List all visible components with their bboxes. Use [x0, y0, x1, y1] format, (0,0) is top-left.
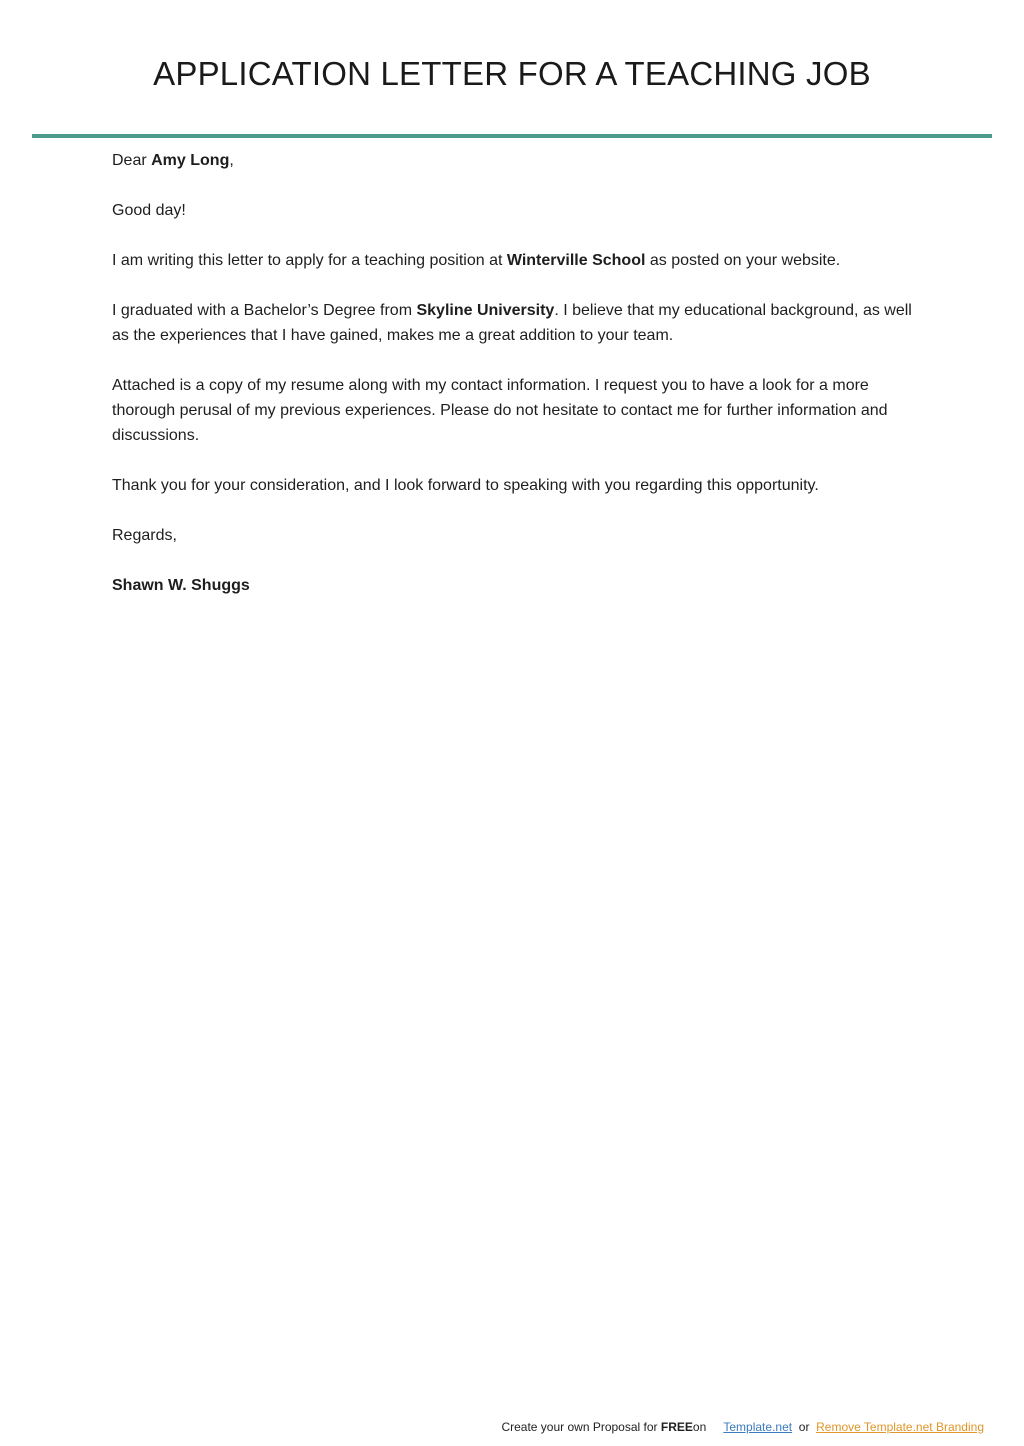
footer-on: on	[692, 1420, 707, 1434]
paragraph-education-text-end: . I believe that my educational background, as well as the experiences that I have gained, makes me a great addition to your team.	[112, 302, 912, 344]
footer-or: or	[798, 1420, 810, 1434]
greeting-suffix: ,	[229, 152, 234, 169]
letter-body	[112, 148, 912, 623]
title-divider	[32, 134, 992, 138]
paragraph-education	[112, 298, 912, 348]
paragraph-application-text: I am writing this letter to apply for a teaching position at	[112, 252, 507, 269]
paragraph-resume: Attached is a copy of my resume along with my contact information. I request you to have a look for a more thorough perusal of my previous experiences. Please do not hesitate to contact me for further information and discussions.	[112, 377, 888, 444]
recipient-name: Amy Long	[151, 152, 230, 169]
document-title: APPLICATION LETTER FOR A TEACHING JOB	[153, 55, 871, 92]
university-name: Skyline University	[416, 302, 555, 319]
signature-text: Shawn W. Shuggs	[112, 577, 250, 594]
remove-branding-link[interactable]: Remove Template.net Branding	[816, 1420, 984, 1434]
paragraph-education-text: I graduated with a Bachelor’s Degree from	[112, 302, 417, 319]
branding-footer	[0, 1418, 984, 1436]
paragraph-thanks: Thank you for your consideration, and I look forward to speaking with you regarding this opportunity.	[112, 477, 819, 494]
signature-name	[112, 573, 912, 598]
closing: Regards,	[112, 527, 177, 544]
greeting	[112, 148, 912, 173]
template-net-link[interactable]: Template.net	[723, 1420, 793, 1434]
paragraph-application-text-end: as posted on your website.	[645, 252, 841, 269]
paragraph-application	[112, 248, 912, 273]
school-name: Winterville School	[506, 252, 646, 269]
greeting-prefix: Dear	[112, 152, 152, 169]
footer-prefix: Create your own Proposal for	[501, 1420, 661, 1434]
opening-line: Good day!	[112, 202, 186, 219]
footer-free: FREE	[660, 1420, 693, 1434]
